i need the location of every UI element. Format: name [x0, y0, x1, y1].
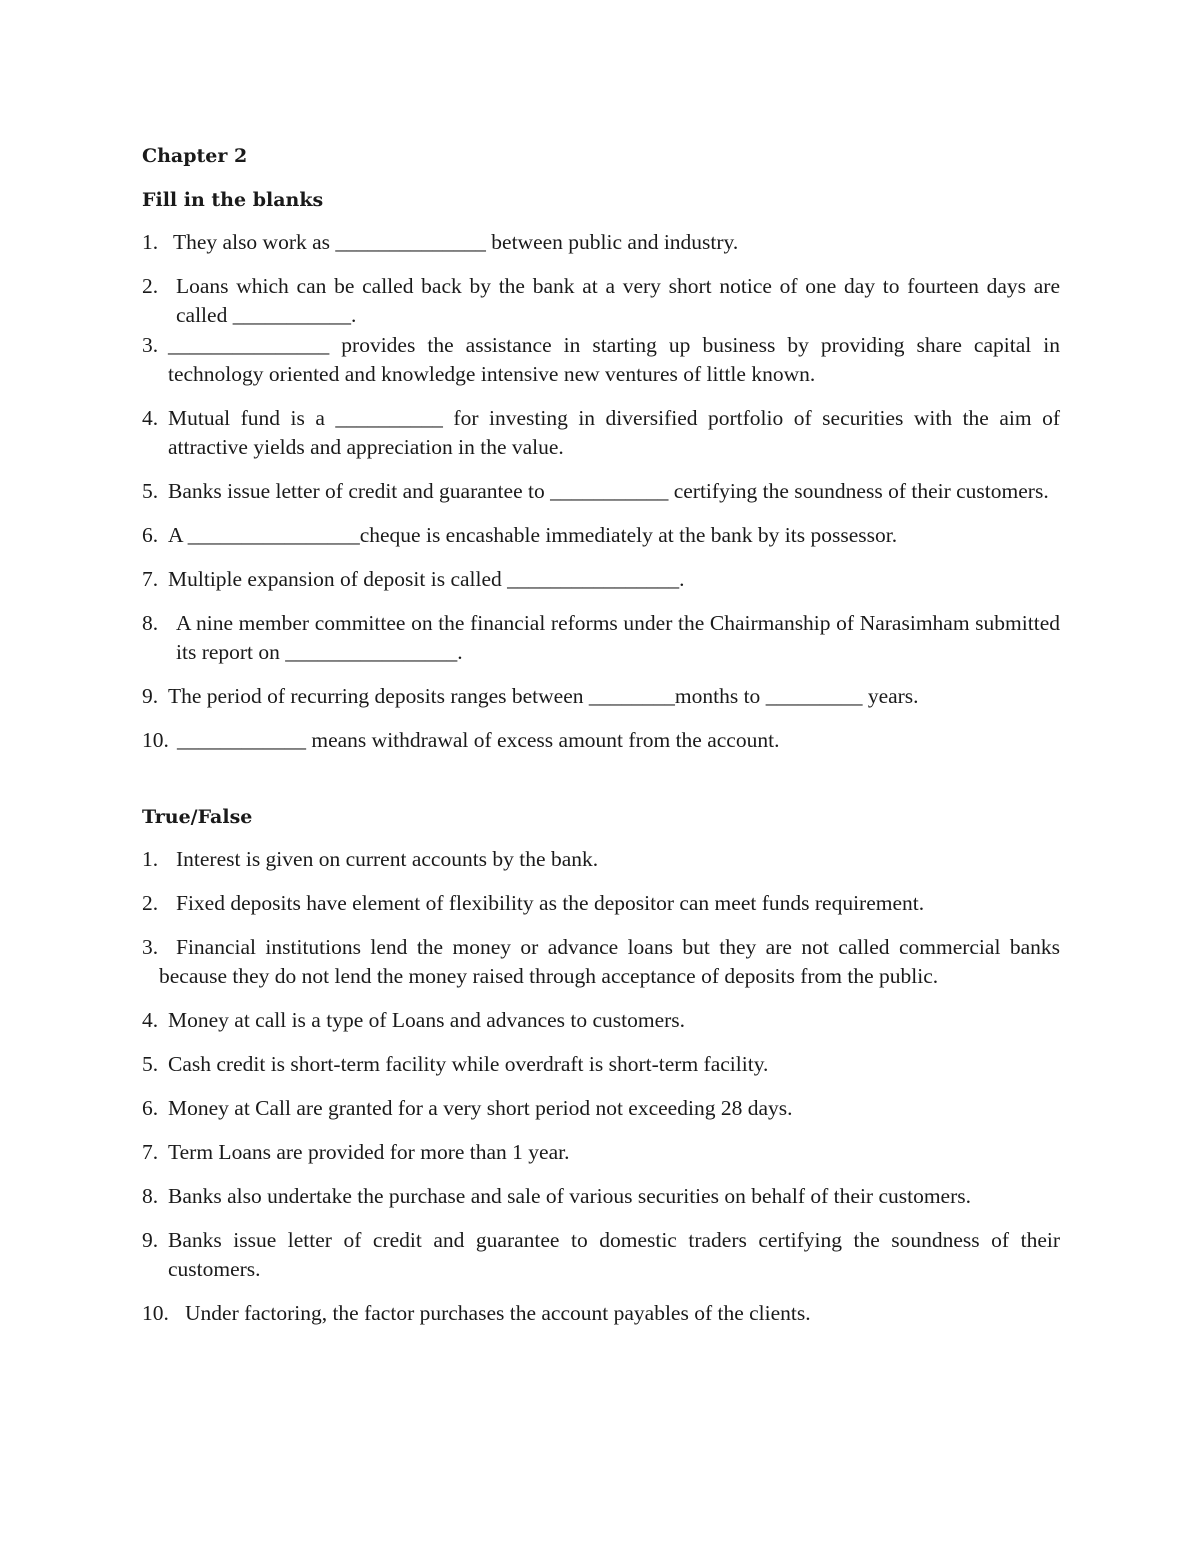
fill-in-item-10 — [142, 726, 1060, 755]
answer-blank: ________________ — [187, 523, 360, 547]
true-false-item-5 — [142, 1050, 1060, 1079]
item-number: 3. — [142, 935, 159, 959]
answer-blank: __________ — [335, 406, 443, 430]
item-number: 6. — [142, 523, 159, 547]
item-text: certifying the soundness of their customers. — [668, 479, 1049, 503]
fill-in-item-5 — [142, 477, 1060, 506]
item-number: 7. — [142, 1140, 159, 1164]
item-number: 2. — [142, 274, 159, 298]
fill-in-list — [142, 228, 1060, 755]
true-false-item-6 — [142, 1094, 1060, 1123]
item-text: months to — [674, 684, 766, 708]
item-number: 4. — [142, 1008, 159, 1032]
answer-blank: ________________ — [507, 567, 680, 591]
item-text: They also work as — [173, 230, 336, 254]
true-false-item-4 — [142, 1006, 1060, 1035]
item-number: 8. — [142, 1184, 159, 1208]
chapter-title: Chapter 2 — [142, 145, 248, 167]
fill-in-item-8 — [142, 609, 1060, 667]
true-false-item-3 — [142, 933, 1060, 991]
item-text: Fixed deposits have element of flexibility as the depositor can meet funds requirement. — [176, 891, 925, 915]
item-number: 1. — [142, 847, 159, 871]
answer-blank: ________ — [588, 684, 675, 708]
fill-in-item-7 — [142, 565, 1060, 594]
item-text: Banks issue letter of credit and guarantee to domestic traders certifying the soundness of their customers. — [168, 1228, 1060, 1281]
answer-blank: ____________ — [177, 728, 306, 752]
fill-in-item-4 — [142, 404, 1060, 462]
item-text: means withdrawal of excess amount from the account. — [306, 728, 780, 752]
true-false-item-9 — [142, 1226, 1060, 1284]
item-text: A nine member committee on the financial reforms under the Chairmanship of Narasimham submitted its report on — [176, 611, 1060, 664]
true-false-item-2 — [142, 889, 1060, 918]
item-text: Financial institutions lend the money or advance loans but they are not called commercial banks because they do not lend the money raised through acceptance of deposits from the public. — [159, 935, 1060, 988]
true-false-item-8 — [142, 1182, 1060, 1211]
item-text: provides the assistance in starting up business by providing share capital in technology oriented and knowledge intensive new ventures of little known. — [168, 333, 1060, 386]
item-text: . — [457, 640, 463, 664]
true-false-item-10 — [142, 1299, 1060, 1328]
item-number: 10. — [142, 728, 169, 752]
item-text: Banks issue letter of credit and guarantee to — [168, 479, 551, 503]
item-text: cheque is encashable immediately at the bank by its possessor. — [359, 523, 898, 547]
item-number: 1. — [142, 230, 159, 254]
answer-blank: ________________ — [285, 640, 458, 664]
fill-in-heading: Fill in the blanks — [142, 189, 324, 211]
item-text: Loans which can be called back by the bank at a very short notice of one day to fourteen days are called — [176, 274, 1060, 327]
item-text: Under factoring, the factor purchases the account payables of the clients. — [185, 1301, 811, 1325]
item-text: The period of recurring deposits ranges between — [168, 684, 589, 708]
answer-blank: ___________ — [232, 303, 351, 327]
item-number: 10. — [142, 1301, 169, 1325]
item-number: 9. — [142, 1228, 159, 1252]
item-number: 6. — [142, 1096, 159, 1120]
true-false-list — [142, 845, 1060, 1328]
item-number: 5. — [142, 479, 159, 503]
item-text: Term Loans are provided for more than 1 year. — [168, 1140, 570, 1164]
item-text: Money at Call are granted for a very short period not exceeding 28 days. — [168, 1096, 793, 1120]
item-number: 8. — [142, 611, 159, 635]
item-text: Mutual fund is a — [168, 406, 336, 430]
item-text: for investing in diversified portfolio of securities with the aim of attractive yields and appreciation in the value. — [168, 406, 1061, 459]
item-number: 9. — [142, 684, 159, 708]
item-text: years. — [862, 684, 919, 708]
fill-in-item-9 — [142, 682, 1060, 711]
answer-blank: _________ — [765, 684, 863, 708]
item-number: 7. — [142, 567, 159, 591]
item-text: A — [168, 523, 188, 547]
fill-in-item-1 — [142, 228, 1060, 257]
true-false-heading: True/False — [142, 806, 253, 828]
item-text: Interest is given on current accounts by the bank. — [176, 847, 599, 871]
fill-in-item-2 — [142, 272, 1060, 330]
item-text: . — [679, 567, 685, 591]
item-text: between public and industry. — [485, 230, 739, 254]
fill-in-item-3 — [142, 331, 1060, 389]
true-false-item-7 — [142, 1138, 1060, 1167]
true-false-item-1 — [142, 845, 1060, 874]
item-number: 5. — [142, 1052, 159, 1076]
item-text: Money at call is a type of Loans and advances to customers. — [168, 1008, 686, 1032]
item-text: . — [350, 303, 357, 327]
fill-in-item-6 — [142, 521, 1060, 550]
item-text: Cash credit is short-term facility while overdraft is short-term facility. — [168, 1052, 769, 1076]
answer-blank: ______________ — [335, 230, 486, 254]
item-number: 4. — [142, 406, 159, 430]
item-number: 2. — [142, 891, 159, 915]
item-number: 3. — [142, 333, 159, 357]
answer-blank: _______________ — [168, 333, 330, 357]
item-text: Banks also undertake the purchase and sale of various securities on behalf of their customers. — [168, 1184, 972, 1208]
document-page — [142, 143, 1060, 1343]
answer-blank: ___________ — [550, 479, 669, 503]
item-text: Multiple expansion of deposit is called — [168, 567, 508, 591]
